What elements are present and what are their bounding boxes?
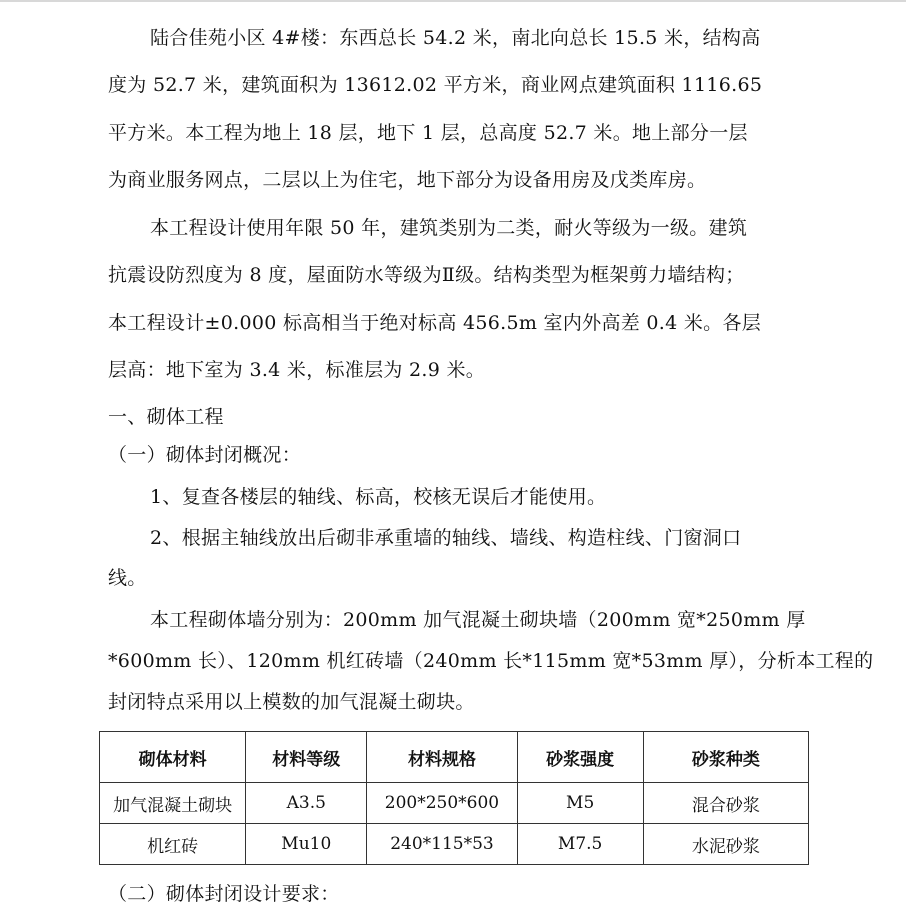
table-cell: 200*250*600 [367,783,517,824]
list-item-2-line-1: 2、根据主轴线放出后砌非承重墙的轴线、墙线、构造柱线、门窗洞口 [150,527,742,549]
paragraph-3-line-3: 封闭特点采用以上模数的加气混凝土砌块。 [108,691,475,713]
table-header-cell: 砂浆种类 [643,732,808,783]
table-cell: A3.5 [246,783,367,824]
paragraph-3-line-1: 本工程砌体墙分别为：200mm 加气混凝土砌块墙（200mm 宽*250mm 厚 [150,609,806,631]
table-cell: 机红砖 [100,824,246,865]
table-cell: 水泥砂浆 [643,824,808,865]
paragraph-2-line-1: 本工程设计使用年限 50 年，建筑类别为二类，耐火等级为一级。建筑 [150,217,748,239]
table-cell: 混合砂浆 [643,783,808,824]
list-item-2-line-2: 线。 [108,567,147,589]
paragraph-2-line-4: 层高：地下室为 3.4 米，标准层为 2.9 米。 [108,359,486,381]
table-cell: M7.5 [517,824,643,865]
section-heading-masonry: 一、砌体工程 [108,406,224,428]
table-header-cell: 材料等级 [246,732,367,783]
paragraph-1-line-4: 为商业服务网点，二层以上为住宅，地下部分为设备用房及戊类库房。 [108,169,707,191]
table-cell: 240*115*53 [367,824,517,865]
paragraph-2-line-2: 抗震设防烈度为 8 度，屋面防水等级为Ⅱ级。结构类型为框架剪力墙结构； [108,264,745,286]
table-cell: 加气混凝土砌块 [100,783,246,824]
paragraph-2-line-3: 本工程设计±0.000 标高相当于绝对标高 456.5m 室内外高差 0.4 米。各层 [108,312,762,334]
table-header-cell: 砌体材料 [100,732,246,783]
table-header-cell: 材料规格 [367,732,517,783]
top-divider [0,0,906,2]
table-header-row [100,732,809,783]
list-item-1: 1、复查各楼层的轴线、标高，校核无误后才能使用。 [150,486,607,508]
paragraph-1-line-3: 平方米。本工程为地上 18 层，地下 1 层，总高度 52.7 米。地上部分一层 [108,122,748,144]
table-row [100,783,809,824]
table-header-cell: 砂浆强度 [517,732,643,783]
paragraph-1-line-1: 陆合佳苑小区 4#楼：东西总长 54.2 米，南北向总长 15.5 米，结构高 [150,27,761,49]
subsection-heading-design-requirements: （二）砌体封闭设计要求： [108,883,340,905]
paragraph-3-line-2: *600mm 长）、120mm 机红砖墙（240mm 长*115mm 宽*53mm 厚），分析本工程的 [108,650,874,672]
table-row [100,824,809,865]
subsection-heading-overview: （一）砌体封闭概况： [108,444,302,466]
masonry-spec-table [99,731,809,865]
table-cell: Mu10 [246,824,367,865]
table-cell: M5 [517,783,643,824]
paragraph-1-line-2: 度为 52.7 米，建筑面积为 13612.02 平方米，商业网点建筑面积 1116.65 [108,74,763,96]
